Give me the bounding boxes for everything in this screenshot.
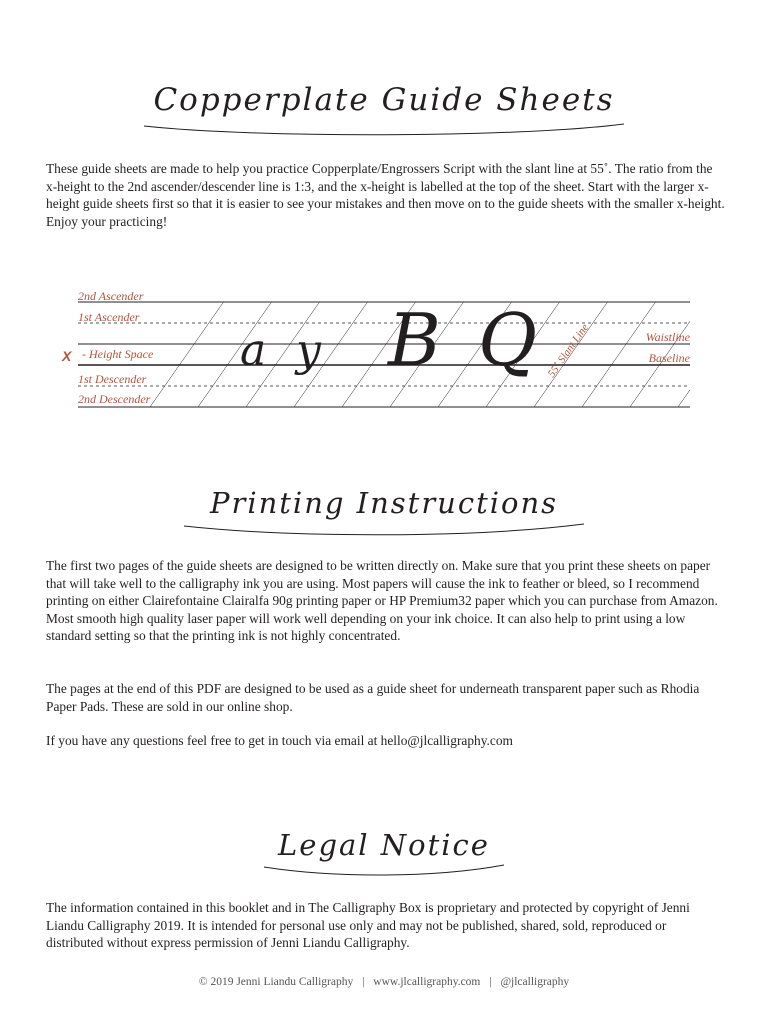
- flourish-decoration: [254, 862, 514, 878]
- label-baseline: Baseline: [648, 351, 690, 365]
- slant-line: [678, 390, 690, 407]
- slant-line: [150, 302, 224, 407]
- printing-paragraph-3: If you have any questions feel free to get in touch via email at hello@jlcalligraphy.com: [46, 733, 513, 748]
- legal-heading-text: Legal Notice: [278, 828, 490, 862]
- x-height-marker: X: [62, 348, 72, 364]
- label-1st-ascender: 1st Ascender: [78, 310, 140, 324]
- footer-website-link[interactable]: www.jlcalligraphy.com: [373, 976, 481, 988]
- left-labels: [78, 289, 154, 406]
- footer-separator: |: [489, 976, 492, 988]
- copperplate-heading: [0, 82, 768, 138]
- sample-letters: [240, 298, 537, 382]
- right-labels: [646, 330, 691, 365]
- footer-separator: |: [362, 976, 365, 988]
- flourish-decoration: [174, 520, 594, 538]
- footer: [0, 976, 768, 988]
- label-2nd-descender: 2nd Descender: [78, 392, 151, 406]
- guide-lines: [78, 302, 690, 407]
- printing-heading-text: Printing Instructions: [209, 486, 559, 520]
- copperplate-heading-text: Copperplate Guide Sheets: [153, 82, 615, 118]
- printing-paragraph-2: The pages at the end of this PDF are designed to be used as a guide sheet for underneath transparent paper such as Rhodia Paper Pads. These are sold in our online shop.: [46, 681, 700, 714]
- printing-heading: [0, 486, 768, 538]
- label-height-space: - Height Space: [82, 347, 154, 361]
- flourish-decoration: [134, 118, 634, 138]
- slant-line: [582, 302, 656, 407]
- intro-paragraph: These guide sheets are made to help you practice Copperplate/Engrossers Script with the slant line at 55˚. The ratio from the x-height to the 2nd ascender/descender line is 1:3, and the x-height is labelled at the top of the sheet. Start with the larger x-height guide sheets first so that it is easier to see your mistakes and then move on to the guide sheets with the smaller x-height. Enjoy your practicing!: [46, 161, 725, 229]
- sample-letter-y: y: [296, 325, 321, 376]
- footer-social-handle[interactable]: @jlcalligraphy: [500, 976, 570, 988]
- sample-letter-q: Q: [478, 298, 538, 382]
- sample-letter-b: B: [388, 298, 441, 382]
- legal-heading: [0, 828, 768, 878]
- printing-paragraph-1: The first two pages of the guide sheets are designed to be written directly on. Make sure that you print these sheets on paper that will take well to the calligraphy ink you are using. Most papers will cause the ink to feather or bleed, so I recommend printing on either Clairefontaine Clairalfa 90g printing paper or HP Premium32 paper which you can purchase from Amazon. Most smooth high quality laser paper will work well depending on your ink choice. It can also help to print using a low standard setting so that the printing ink is not highly concentrated.: [46, 558, 718, 644]
- guide-sheet-illustration: [0, 285, 768, 410]
- sample-letter-a: a: [240, 325, 267, 376]
- label-1st-descender: 1st Descender: [78, 372, 147, 386]
- legal-paragraph: The information contained in this booklet and in The Calligraphy Box is proprietary and protected by copyright of Jenni Liandu Calligraphy 2019. It is intended for personal use only and may not be published, shared, sold, reproduced or distributed without express permission of Jenni Liandu Calligraphy.: [46, 900, 690, 951]
- label-2nd-ascender: 2nd Ascender: [78, 289, 144, 303]
- footer-copyright: © 2019 Jenni Liandu Calligraphy: [198, 976, 354, 988]
- slant-line-label: 55˚ Slant Line: [545, 321, 592, 380]
- label-waistline: Waistline: [645, 330, 690, 344]
